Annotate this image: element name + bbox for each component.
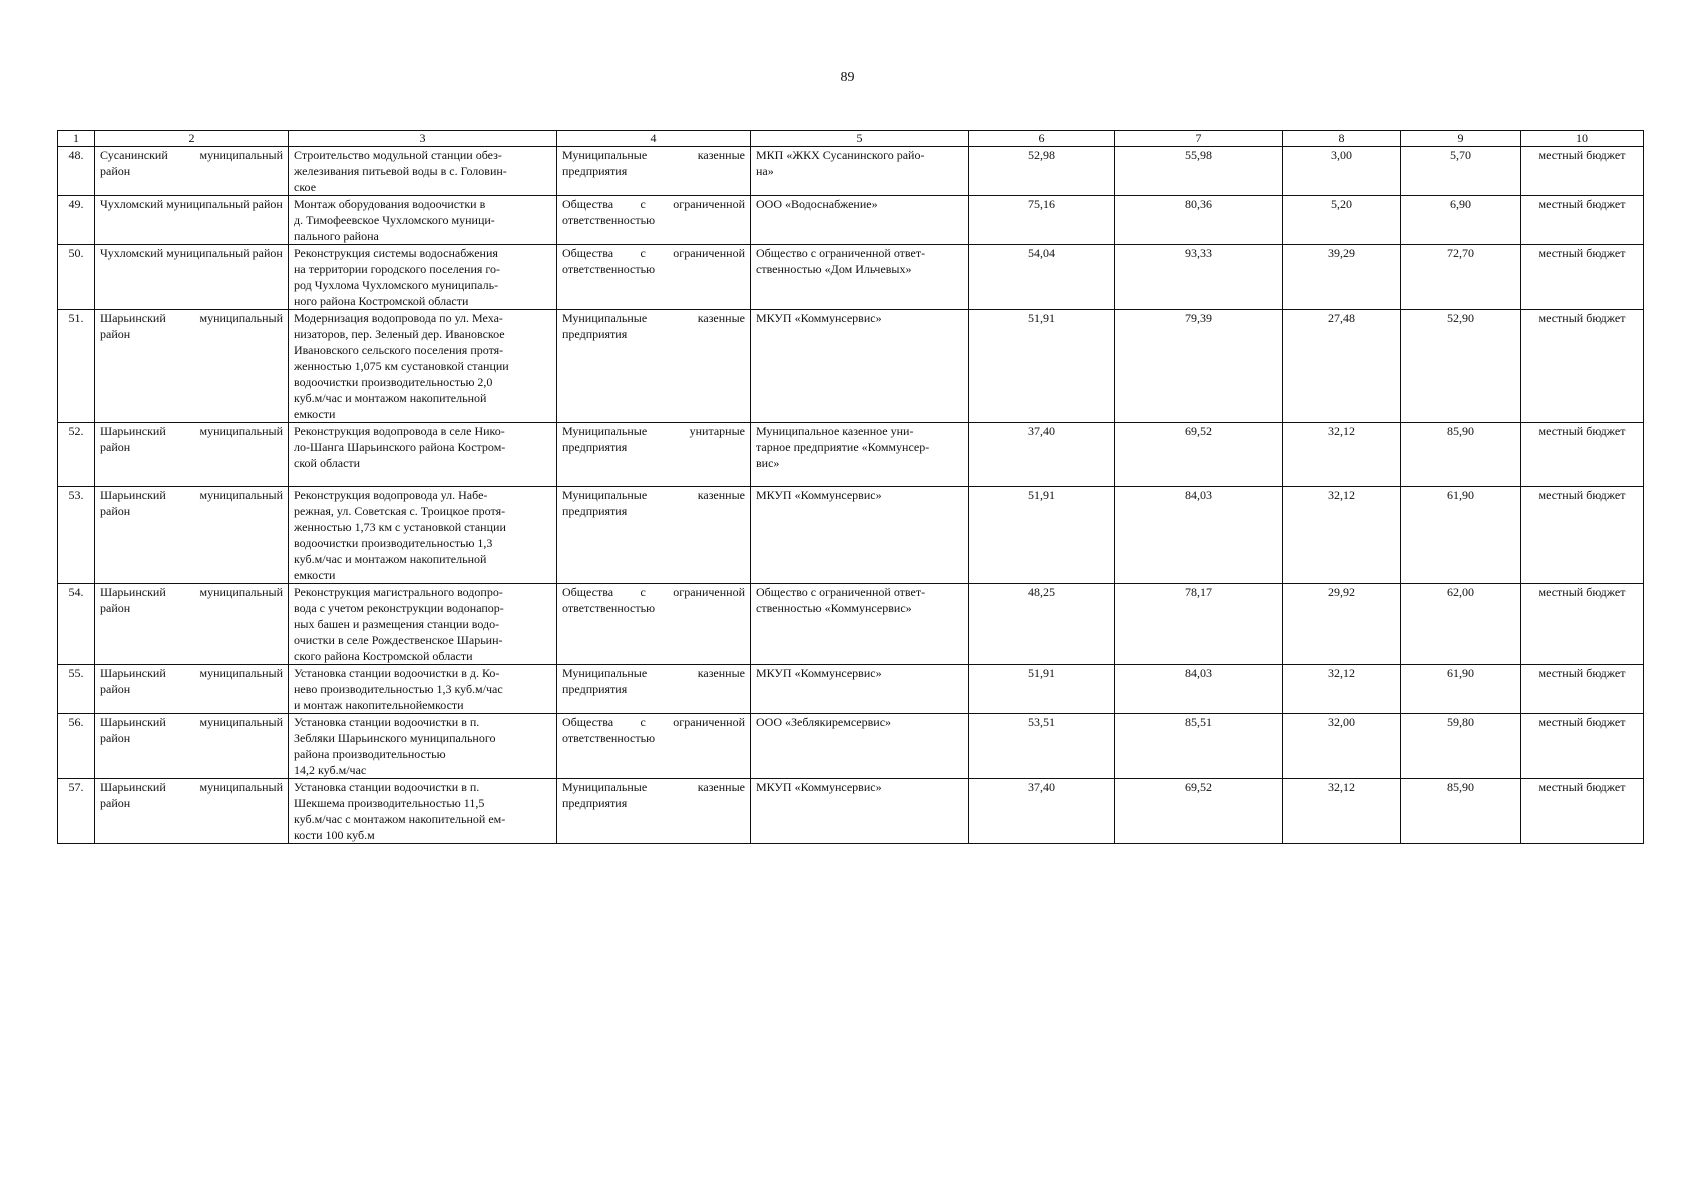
district-cell-text: Чухломский муниципальный район [100,197,283,211]
legal-form-cell [557,665,751,714]
table-row [58,147,1644,196]
funding-source-cell-text: местный бюджет [1538,666,1626,680]
legal-form-cell-text: Муниципальные казенные предприятия [562,666,745,696]
value-cell-6-text: 51,91 [1028,488,1055,502]
value-cell-7 [1115,487,1283,584]
project-cell [289,714,557,779]
value-cell-9-text: 52,90 [1447,311,1474,325]
funding-source-cell [1521,196,1644,245]
organization-cell-text: Общество с ограниченной ответ- ственностью «Дом Ильчевых» [756,246,926,276]
district-cell [95,779,289,844]
value-cell-6 [969,487,1115,584]
project-cell-text: Монтаж оборудования водоочистки в д. Тимофеевское Чухломского муници- пального района [294,197,495,243]
legal-form-cell-text: Муниципальные казенные предприятия [562,488,745,518]
project-cell [289,245,557,310]
table-row [58,487,1644,584]
organization-cell-text: МКУП «Коммунсервис» [756,666,882,680]
value-cell-8-text: 39,29 [1328,246,1355,260]
value-cell-9 [1401,779,1521,844]
district-cell-text: Чухломский муниципальный район [100,246,283,260]
legal-form-cell [557,487,751,584]
value-cell-6 [969,779,1115,844]
organization-cell [751,665,969,714]
legal-form-cell-text: Муниципальные унитарные предприятия [562,424,745,454]
district-cell [95,584,289,665]
value-cell-6 [969,196,1115,245]
header-cell: 2 [95,131,289,147]
value-cell-7-text: 79,39 [1185,311,1212,325]
row-number-cell [58,487,95,584]
value-cell-7-text: 69,52 [1185,424,1212,438]
row-number-cell-text: 52. [68,424,84,438]
row-number-cell [58,665,95,714]
row-number-cell-text: 56. [68,715,84,729]
funding-source-cell-text: местный бюджет [1538,148,1626,162]
organization-cell [751,196,969,245]
value-cell-6 [969,310,1115,423]
project-cell-text: Строительство модульной станции обез- железивания питьевой воды в с. Головин- ское [294,148,507,194]
value-cell-8-text: 29,92 [1328,585,1355,599]
value-cell-7 [1115,310,1283,423]
value-cell-7-text: 85,51 [1185,715,1212,729]
row-number-cell-text: 51. [68,311,84,325]
project-cell [289,196,557,245]
value-cell-7-text: 84,03 [1185,666,1212,680]
value-cell-8 [1283,245,1401,310]
district-cell [95,487,289,584]
funding-source-cell-text: местный бюджет [1538,488,1626,502]
table-row [58,714,1644,779]
project-cell-text: Установка станции водоочистки в д. Ко- нево производительностью 1,3 куб.м/час и монтаж накопительнойемкости [294,666,503,712]
value-cell-7-text: 84,03 [1185,488,1212,502]
value-cell-8 [1283,779,1401,844]
organization-cell-text: МКУП «Коммунсервис» [756,488,882,502]
value-cell-7-text: 80,36 [1185,197,1212,211]
header-cell: 5 [751,131,969,147]
organization-cell-text: МКУП «Коммунсервис» [756,311,882,325]
value-cell-8-text: 32,12 [1328,424,1355,438]
value-cell-6 [969,245,1115,310]
legal-form-cell [557,779,751,844]
projects-table [57,130,1644,844]
organization-cell [751,779,969,844]
value-cell-9-text: 61,90 [1447,666,1474,680]
row-number-cell-text: 53. [68,488,84,502]
funding-source-cell [1521,714,1644,779]
value-cell-7 [1115,584,1283,665]
project-cell-text: Модернизация водопровода по ул. Меха- низаторов, пер. Зеленый дер. Ивановское Ивановского сельского поселения протя- женностью 1,075 км сустановкой станции водоочистки производительностью 2,0 куб.м/час и монтажом накопительной емкости [294,311,509,421]
organization-cell-text: Муниципальное казенное уни- тарное предприятие «Коммунсер- вис» [756,424,930,470]
value-cell-8-text: 3,00 [1331,148,1352,162]
row-number-cell [58,310,95,423]
value-cell-7-text: 55,98 [1185,148,1212,162]
value-cell-7-text: 69,52 [1185,780,1212,794]
organization-cell [751,714,969,779]
funding-source-cell-text: местный бюджет [1538,585,1626,599]
legal-form-cell [557,714,751,779]
value-cell-9-text: 5,70 [1450,148,1471,162]
value-cell-7 [1115,147,1283,196]
header-cell: 7 [1115,131,1283,147]
header-cell: 10 [1521,131,1644,147]
project-cell-text: Установка станции водоочистки в п. Зебляки Шарьинского муниципального района производительностью 14,2 куб.м/час [294,715,496,777]
funding-source-cell [1521,147,1644,196]
funding-source-cell-text: местный бюджет [1538,424,1626,438]
value-cell-6-text: 53,51 [1028,715,1055,729]
value-cell-7 [1115,196,1283,245]
value-cell-8 [1283,423,1401,487]
value-cell-9 [1401,310,1521,423]
value-cell-8-text: 32,12 [1328,666,1355,680]
district-cell-text: Шарьинский муниципальный район [100,780,283,810]
row-number-cell-text: 48. [68,148,84,162]
value-cell-9 [1401,584,1521,665]
district-cell [95,423,289,487]
project-cell [289,487,557,584]
value-cell-8-text: 32,12 [1328,780,1355,794]
table-row [58,423,1644,487]
value-cell-9-text: 85,90 [1447,780,1474,794]
value-cell-9-text: 62,00 [1447,585,1474,599]
district-cell-text: Шарьинский муниципальный район [100,715,283,745]
value-cell-6 [969,584,1115,665]
legal-form-cell [557,423,751,487]
organization-cell-text: ООО «Водоснабжение» [756,197,878,211]
funding-source-cell [1521,779,1644,844]
header-cell: 1 [58,131,95,147]
value-cell-6 [969,147,1115,196]
project-cell [289,779,557,844]
value-cell-8 [1283,665,1401,714]
funding-source-cell-text: местный бюджет [1538,246,1626,260]
legal-form-cell [557,310,751,423]
value-cell-9-text: 61,90 [1447,488,1474,502]
project-cell [289,665,557,714]
table-row [58,665,1644,714]
project-cell-text: Установка станции водоочистки в п. Шекшема производительностью 11,5 куб.м/час с монтажом накопительной ем- кости 100 куб.м [294,780,506,842]
value-cell-6 [969,423,1115,487]
funding-source-cell-text: местный бюджет [1538,715,1626,729]
project-cell [289,147,557,196]
legal-form-cell-text: Общества с ограниченной ответственностью [562,197,745,227]
table-row [58,584,1644,665]
legal-form-cell-text: Муниципальные казенные предприятия [562,311,745,341]
organization-cell [751,584,969,665]
organization-cell [751,487,969,584]
value-cell-9-text: 72,70 [1447,246,1474,260]
value-cell-7-text: 78,17 [1185,585,1212,599]
legal-form-cell-text: Муниципальные казенные предприятия [562,780,745,810]
value-cell-8 [1283,487,1401,584]
row-number-cell-text: 50. [68,246,84,260]
value-cell-9-text: 85,90 [1447,424,1474,438]
legal-form-cell-text: Общества с ограниченной ответственностью [562,715,745,745]
value-cell-6-text: 75,16 [1028,197,1055,211]
organization-cell [751,423,969,487]
district-cell-text: Шарьинский муниципальный район [100,424,283,454]
row-number-cell-text: 49. [68,197,84,211]
project-cell-text: Реконструкция системы водоснабжения на территории городского поселения го- род Чухлома Чухломского муниципаль- ного района Костромской области [294,246,501,308]
legal-form-cell [557,147,751,196]
row-number-cell-text: 55. [68,666,84,680]
value-cell-7 [1115,665,1283,714]
table-row [58,196,1644,245]
value-cell-6-text: 48,25 [1028,585,1055,599]
column-number-header [58,131,1644,147]
value-cell-6-text: 51,91 [1028,311,1055,325]
organization-cell-text: Общество с ограниченной ответ- ственностью «Коммунсервис» [756,585,926,615]
district-cell [95,310,289,423]
row-number-cell-text: 57. [68,780,84,794]
organization-cell [751,310,969,423]
value-cell-9 [1401,423,1521,487]
value-cell-6-text: 37,40 [1028,780,1055,794]
legal-form-cell-text: Общества с ограниченной ответственностью [562,246,745,276]
value-cell-6 [969,714,1115,779]
district-cell-text: Шарьинский муниципальный район [100,488,283,518]
row-number-cell [58,584,95,665]
district-cell [95,665,289,714]
district-cell-text: Шарьинский муниципальный район [100,311,283,341]
organization-cell-text: ООО «Зеблякиремсервис» [756,715,892,729]
row-number-cell [58,714,95,779]
funding-source-cell [1521,665,1644,714]
organization-cell-text: МКУП «Коммунсервис» [756,780,882,794]
value-cell-8-text: 32,00 [1328,715,1355,729]
table-row [58,779,1644,844]
funding-source-cell [1521,584,1644,665]
value-cell-8-text: 5,20 [1331,197,1352,211]
row-number-cell [58,147,95,196]
value-cell-9 [1401,196,1521,245]
row-number-cell [58,779,95,844]
row-number-cell [58,423,95,487]
project-cell [289,310,557,423]
value-cell-9 [1401,245,1521,310]
header-cell: 3 [289,131,557,147]
legal-form-cell [557,196,751,245]
project-cell-text: Реконструкция водопровода ул. Набе- режная, ул. Советская с. Троицкое протя- женностью 1,73 км с установкой станции водоочистки производительностью 1,3 куб.м/час и монтажом накопительной емкости [294,488,506,582]
value-cell-8 [1283,584,1401,665]
value-cell-9 [1401,487,1521,584]
value-cell-9-text: 6,90 [1450,197,1471,211]
header-cell: 8 [1283,131,1401,147]
value-cell-8-text: 27,48 [1328,311,1355,325]
legal-form-cell-text: Общества с ограниченной ответственностью [562,585,745,615]
value-cell-8 [1283,196,1401,245]
district-cell [95,714,289,779]
value-cell-8-text: 32,12 [1328,488,1355,502]
organization-cell-text: МКП «ЖКХ Сусанинского райо- на» [756,148,925,178]
header-cell: 4 [557,131,751,147]
project-cell-text: Реконструкция водопровода в селе Нико- ло-Шанга Шарьинского района Костром- ской области [294,424,506,470]
legal-form-cell [557,584,751,665]
value-cell-9 [1401,714,1521,779]
value-cell-9 [1401,665,1521,714]
funding-source-cell [1521,487,1644,584]
header-cell: 9 [1401,131,1521,147]
project-cell [289,423,557,487]
district-cell-text: Сусанинский муниципальный район [100,148,283,178]
district-cell [95,147,289,196]
legal-form-cell [557,245,751,310]
funding-source-cell-text: местный бюджет [1538,311,1626,325]
value-cell-9-text: 59,80 [1447,715,1474,729]
row-number-cell-text: 54. [68,585,84,599]
value-cell-7-text: 93,33 [1185,246,1212,260]
district-cell-text: Шарьинский муниципальный район [100,666,283,696]
district-cell-text: Шарьинский муниципальный район [100,585,283,615]
value-cell-7 [1115,779,1283,844]
funding-source-cell [1521,245,1644,310]
funding-source-cell-text: местный бюджет [1538,197,1626,211]
row-number-cell [58,245,95,310]
value-cell-7 [1115,423,1283,487]
legal-form-cell-text: Муниципальные казенные предприятия [562,148,745,178]
header-cell: 6 [969,131,1115,147]
organization-cell [751,245,969,310]
value-cell-6-text: 51,91 [1028,666,1055,680]
value-cell-8 [1283,147,1401,196]
organization-cell [751,147,969,196]
funding-source-cell [1521,310,1644,423]
value-cell-7 [1115,245,1283,310]
value-cell-6-text: 52,98 [1028,148,1055,162]
value-cell-8 [1283,310,1401,423]
value-cell-6-text: 54,04 [1028,246,1055,260]
project-cell-text: Реконструкция магистрального водопро- вода с учетом реконструкции водонапор- ных башен и размещения станции водо- очистки в селе Рождественское Шарьин- ского района Костромской области [294,585,504,663]
value-cell-9 [1401,147,1521,196]
table-row [58,310,1644,423]
page-number: 89 [840,70,855,85]
project-cell [289,584,557,665]
value-cell-7 [1115,714,1283,779]
row-number-cell [58,196,95,245]
value-cell-6-text: 37,40 [1028,424,1055,438]
district-cell [95,196,289,245]
district-cell [95,245,289,310]
table-row [58,245,1644,310]
value-cell-6 [969,665,1115,714]
funding-source-cell [1521,423,1644,487]
funding-source-cell-text: местный бюджет [1538,780,1626,794]
value-cell-8 [1283,714,1401,779]
